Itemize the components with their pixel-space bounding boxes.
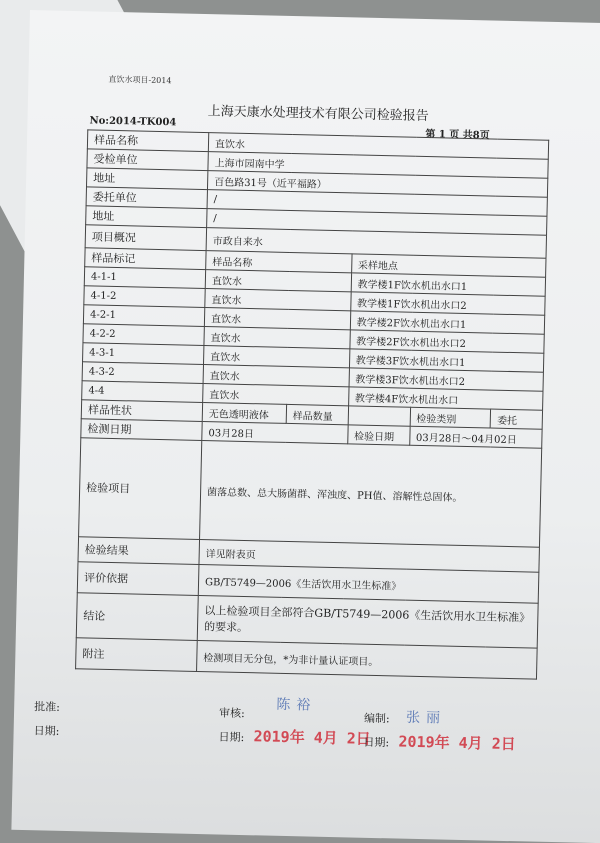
report-number: No:2014-TK004 xyxy=(89,115,177,129)
value: 检测项目无分包，*为非计量认证项目。 xyxy=(197,640,538,679)
cell: 教学楼2F饮水机出水口2 xyxy=(350,330,545,353)
value: 直饮水 xyxy=(208,133,548,160)
value: 委托 xyxy=(490,409,542,429)
label: 地址 xyxy=(86,206,207,228)
value: 市政自来水 xyxy=(206,228,546,259)
value: 无色透明液体 xyxy=(202,403,286,424)
review-date-stamp: 2019年 4月 2日 xyxy=(253,727,372,748)
cell: 4-1-1 xyxy=(84,267,205,289)
value: 详见附表页 xyxy=(199,539,539,572)
cell: 4-3-1 xyxy=(83,343,204,365)
label: 检验类别 xyxy=(410,407,491,428)
cell: 4-2-1 xyxy=(83,305,204,327)
label: 检验结果 xyxy=(78,537,200,565)
col-header: 采样地点 xyxy=(351,254,546,277)
reviewer-signature: 陈裕 xyxy=(276,696,317,714)
cell: 教学楼3F饮水机出水口2 xyxy=(349,368,544,391)
date-label: 日期: xyxy=(33,724,60,738)
cell: 教学楼1F饮水机出水口1 xyxy=(351,273,546,296)
label: 检验项目 xyxy=(79,438,202,540)
label: 样品数量 xyxy=(286,404,348,424)
label: 样品名称 xyxy=(87,130,208,152)
label: 附注 xyxy=(76,638,198,672)
cell: 直饮水 xyxy=(205,289,351,311)
value: 上海市园南中学 xyxy=(208,152,548,179)
label: 受检单位 xyxy=(87,149,208,171)
value: 百色路31号（近平福路） xyxy=(207,171,547,198)
cell: 4-2-2 xyxy=(83,324,204,346)
cell: 直饮水 xyxy=(205,270,351,292)
page-info: 第 1 页 共8页 xyxy=(425,129,490,142)
report-page xyxy=(11,10,600,843)
report-title: 上海天康水处理技术有限公司检验报告 xyxy=(207,104,429,125)
label: 结论 xyxy=(76,593,198,641)
compile-date-stamp: 2019年 4月 2日 xyxy=(398,732,516,754)
label: 样品性状 xyxy=(81,400,202,422)
cell: 直饮水 xyxy=(204,346,350,368)
label: 检测日期 xyxy=(81,419,202,441)
date-label: 日期: xyxy=(218,730,245,745)
cell: 教学楼3F饮水机出水口1 xyxy=(349,349,544,372)
doc-header: 直饮水项目-2014 xyxy=(108,74,172,86)
review-label: 审核: xyxy=(218,706,245,721)
value: GB/T5749—2006《生活饮用水卫生标准》 xyxy=(198,564,539,603)
value xyxy=(348,406,410,426)
value: / xyxy=(207,190,547,217)
col-header: 样品名称 xyxy=(206,251,352,273)
cell: 教学楼4F饮水机出水口 xyxy=(348,387,543,410)
value: 以上检验项目全部符合GB/T5749—2006《生活饮用水卫生标准》的要求。 xyxy=(197,595,538,648)
value: 03月28日 xyxy=(202,422,348,444)
label: 评价依据 xyxy=(77,562,199,596)
compiler-signature: 张丽 xyxy=(405,709,447,727)
label: 检验日期 xyxy=(347,425,409,445)
cell: 4-3-2 xyxy=(82,362,203,384)
cell: 直饮水 xyxy=(204,327,350,349)
col-header: 样品标记 xyxy=(85,248,206,270)
label: 项目概况 xyxy=(85,225,206,251)
cell: 4-4 xyxy=(82,381,203,403)
value: 菌落总数、总大肠菌群、浑浊度、PH值、溶解性总固体。 xyxy=(200,441,542,548)
cell: 直饮水 xyxy=(203,365,349,387)
cell: 4-1-2 xyxy=(84,286,205,308)
cell: 教学楼1F饮水机出水口2 xyxy=(350,292,545,315)
compile-label: 编制: xyxy=(363,711,390,726)
report-table xyxy=(75,129,549,679)
label: 委托单位 xyxy=(86,187,207,209)
cell: 教学楼2F饮水机出水口1 xyxy=(350,311,545,334)
value: 03月28日～04月02日 xyxy=(409,426,542,448)
approve-label: 批准: xyxy=(34,700,61,714)
date-label: 日期: xyxy=(363,735,390,750)
value: / xyxy=(207,209,547,236)
cell: 直饮水 xyxy=(203,384,349,406)
label: 地址 xyxy=(87,168,208,190)
cell: 直饮水 xyxy=(204,308,350,330)
